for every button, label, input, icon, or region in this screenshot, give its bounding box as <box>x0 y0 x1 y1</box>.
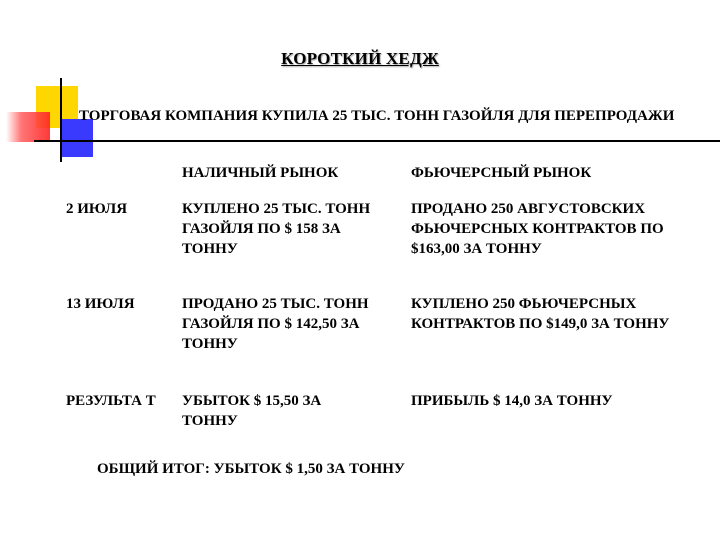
header-futures-market: ФЬЮЧЕРСНЫЙ РЫНОК <box>411 165 592 181</box>
row-futures-cell: ПРОДАНО 250 АВГУСТОВСКИХ ФЬЮЧЕРСНЫХ КОНТРАКТОВ ПО $163,00 ЗА ТОННУ <box>411 201 664 257</box>
decor-vertical-line <box>60 78 62 162</box>
decor-red-bar <box>6 112 50 142</box>
row-cash-cell: УБЫТОК $ 15,50 ЗА ТОННУ <box>182 393 322 429</box>
row-cash-cell: ПРОДАНО 25 ТЫС. ТОНН ГАЗОЙЛЯ ПО $ 142,50 ЗА ТОННУ <box>182 296 369 352</box>
row-label: РЕЗУЛЬТА Т <box>66 393 156 409</box>
row-cash-cell: КУПЛЕНО 25 ТЫС. ТОНН ГАЗОЙЛЯ ПО $ 158 ЗА ТОННУ <box>182 201 371 257</box>
row-futures-cell: КУПЛЕНО 250 ФЬЮЧЕРСНЫХ КОНТРАКТОВ ПО $149,0 ЗА ТОННУ <box>411 296 670 332</box>
divider-line <box>34 140 720 142</box>
slide-title: КОРОТКИЙ ХЕДЖ <box>281 49 439 68</box>
total-summary: ОБЩИЙ ИТОГ: УБЫТОК $ 1,50 ЗА ТОННУ <box>97 461 405 477</box>
slide-subtitle: ТОРГОВАЯ КОМПАНИЯ КУПИЛА 25 ТЫС. ТОНН ГАЗОЙЛЯ ДЛЯ ПЕРЕПРОДАЖИ <box>79 108 675 124</box>
header-cash-market: НАЛИЧНЫЙ РЫНОК <box>182 165 339 181</box>
row-futures-cell: ПРИБЫЛЬ $ 14,0 ЗА ТОННУ <box>411 393 613 409</box>
row-label: 2 ИЮЛЯ <box>66 201 128 217</box>
row-label: 13 ИЮЛЯ <box>66 296 135 312</box>
